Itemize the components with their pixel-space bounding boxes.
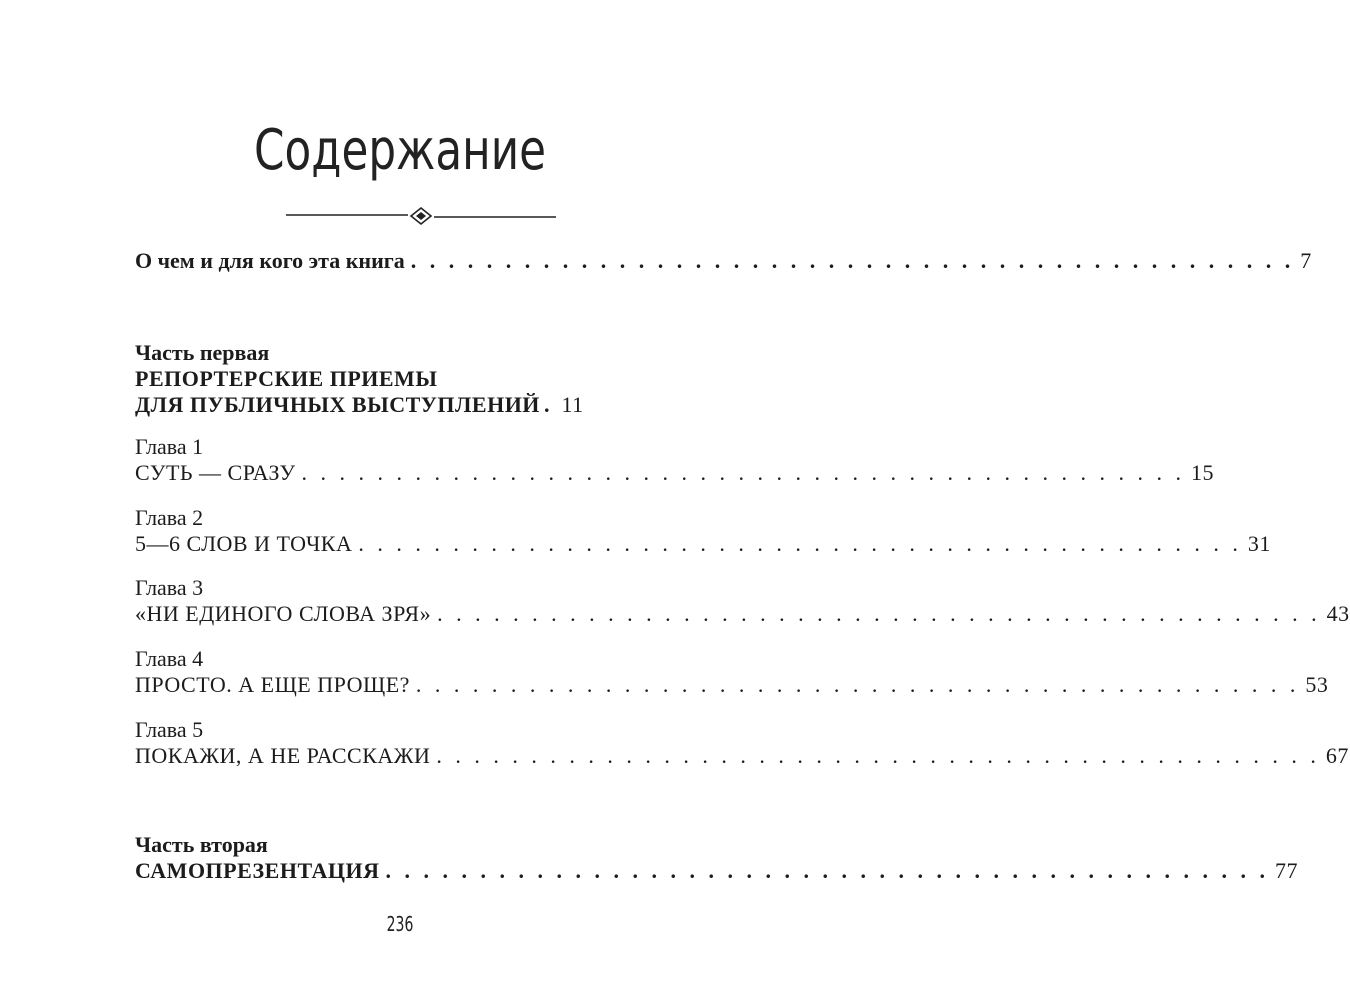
page-title: Содержание (254, 118, 546, 183)
part2-title: САМОПРЕЗЕНТАЦИЯ (135, 858, 380, 883)
toc-intro-page: 7 (1300, 248, 1312, 273)
part2-page: 77 (1275, 858, 1299, 883)
leader-dots: . . . . . . . . . . . . . . . . . . . . . . . . . . . . . . . . . . . . . . . . . . . . . . . (437, 601, 1321, 626)
chapter-label: Глава 3 (135, 575, 204, 600)
toc-entry-chapter-4[interactable] (135, 646, 1329, 698)
chapter-page: 15 (1191, 460, 1215, 485)
chapter-label: Глава 4 (135, 646, 204, 671)
leader-dots: . . . . . . . . . . . . . . . . . . . . . . . . . . . . . . . . . . . . . . . . . . . . . . . (415, 672, 1300, 697)
page-number: 236 (386, 912, 414, 936)
part1-page: 11 (561, 392, 584, 417)
toc-entry-chapter-5[interactable] (135, 717, 1349, 769)
chapter-page: 67 (1325, 743, 1349, 768)
part1-label: Часть первая (135, 340, 270, 365)
part2-label: Часть вторая (135, 832, 268, 857)
chapter-title: ПОКАЖИ, А НЕ РАССКАЖИ (135, 743, 431, 768)
chapter-title: «НИ ЕДИНОГО СЛОВА ЗРЯ» (135, 601, 432, 626)
chapter-title: ПРОСТО. А ЕЩЕ ПРОЩЕ? (135, 672, 410, 697)
leader-dots: . . . . . . . . . . . . . . . . . . . . . . . . . . . . . . . . . . . . . . . . . . . . . . . (385, 858, 1270, 883)
part1-title-line2: ДЛЯ ПУБЛИЧНЫХ ВЫСТУПЛЕНИЙ (135, 392, 540, 417)
part1-title-line1: РЕПОРТЕРСКИЕ ПРИЕМЫ (135, 366, 438, 391)
leader-dots: . (543, 392, 554, 417)
chapter-page: 53 (1305, 672, 1329, 697)
toc-entry-chapter-2[interactable] (135, 505, 1271, 557)
toc-intro-label: О чем и для кого эта книга (135, 248, 405, 273)
chapter-title: СУТЬ — СРАЗУ (135, 460, 296, 485)
chapter-label: Глава 2 (135, 505, 204, 530)
toc-entry-part2[interactable] (135, 832, 1299, 884)
leader-dots: . . . . . . . . . . . . . . . . . . . . . . . . . . . . . . . . . . . . . . . . . . . . . . . (301, 460, 1186, 485)
divider-ornament-icon (286, 207, 556, 227)
toc-entry-chapter-3[interactable] (135, 575, 1350, 627)
chapter-label: Глава 5 (135, 717, 204, 742)
leader-dots: . . . . . . . . . . . . . . . . . . . . . . . . . . . . . . . . . . . . . . . . . . . . . . . (358, 531, 1242, 556)
chapter-page: 43 (1326, 601, 1350, 626)
leader-dots: . . . . . . . . . . . . . . . . . . . . . . . . . . . . . . . . . . . . . . . . . . . . . . . (436, 743, 1320, 768)
chapter-title: 5—6 СЛОВ И ТОЧКА (135, 531, 353, 556)
toc-entry-intro[interactable] (135, 248, 1312, 274)
leader-dots: . . . . . . . . . . . . . . . . . . . . . . . . . . . . . . . . . . . . . . . . . . . . . . . (410, 248, 1295, 273)
chapter-page: 31 (1247, 531, 1271, 556)
toc-entry-chapter-1[interactable] (135, 434, 1215, 486)
chapter-label: Глава 1 (135, 434, 204, 459)
toc-entry-part1[interactable] (135, 340, 705, 418)
